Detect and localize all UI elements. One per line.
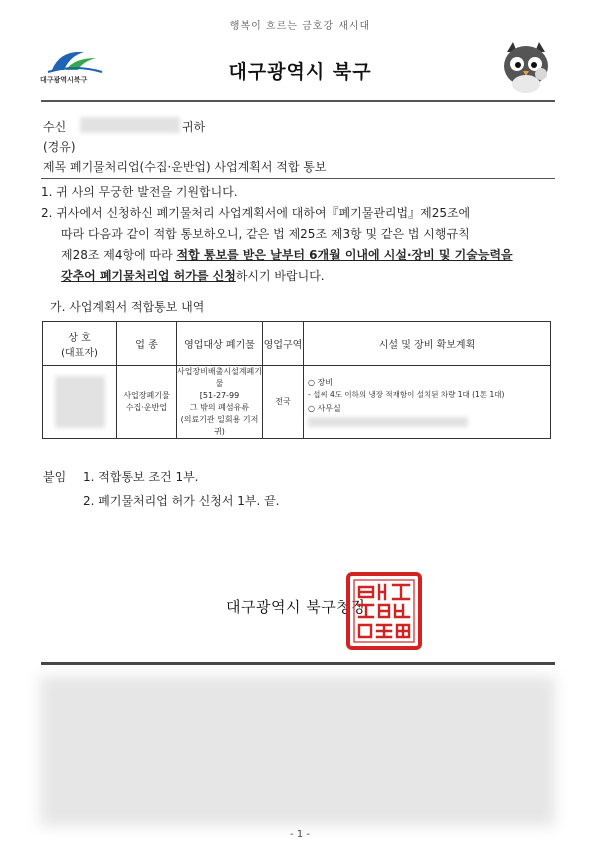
official-seal [345,571,423,651]
office-redacted [308,417,468,427]
page-number: - 1 - [290,829,310,840]
footer-redacted [40,676,555,826]
header-divider [41,100,555,102]
waste-line-3: 그 밖의 폐섬유류 [189,403,250,412]
attachment-label: 붙임 [43,470,67,484]
col-facility-plan: 시설 및 장비 확보계획 [304,322,551,366]
cell-business-name [43,366,117,439]
attachment-item-1: 1. 적합통보 조건 1부. [83,470,199,484]
cell-facility-plan [304,366,551,439]
via-label: (경유) [43,140,76,154]
waste-line-2: [51-27-99 [199,391,240,400]
body-item-2-line-1: 2. 귀사에서 신청하신 폐기물처리 사업계획서에 대하여『폐기물관리법』제25조에 [41,206,471,220]
body-item-2-line-3-emphasis: 적합 통보를 받은 날부터 6개월 이내에 시설·장비 및 기술능력을 [176,248,513,262]
footer-divider [41,662,555,665]
table-row [43,366,551,439]
body-item-2-line-4-plain: 하시기 바랍니다. [235,269,325,283]
cell-business-area: 전국 [263,366,304,439]
recipient-suffix: 귀하 [182,120,206,134]
slogan: 행복이 흐르는 금호강 새시대 [229,21,371,32]
col-business-area: 영업구역 [263,322,304,366]
cell-target-waste [177,366,263,439]
recipient-redacted [80,117,180,133]
table-header-row [43,322,551,366]
col-business-name [43,322,117,366]
equipment-detail: - 섭씨 4도 이하의 냉장 적재함이 설치된 차량 1대 (1톤 1대) [308,390,505,399]
body-item-1: 1. 귀 사의 무궁한 발전을 기원합니다. [41,185,238,199]
col-representative-label: (대표자) [61,347,98,359]
col-target-waste: 영업대상 폐기물 [177,322,263,366]
body-item-2-line-3 [61,245,513,265]
office-heading: ○ 사무실 [308,404,341,413]
waste-line-1: 사업장비배출시설계폐기물 [177,367,263,388]
attachment-item-2: 2. 폐기물처리업 허가 신청서 1부. 끝. [83,494,280,508]
issuer-name: 대구광역시 북구청장 [226,598,367,616]
mascot-icon [495,38,555,98]
seal-icon [345,571,423,651]
recipient-label: 수신 [43,120,67,134]
logo-text: 대구광역시북구 [40,76,88,84]
col-business-type: 업 종 [117,322,177,366]
section-a-heading: 가. 사업계획서 적합통보 내역 [50,300,205,314]
body-item-2-line-2: 따라 다음과 같이 적합 통보하오니, 같은 법 제25조 제3항 및 같은 법 시행규칙 [61,227,470,241]
subject-divider [41,178,555,179]
body-item-2-line-4 [61,266,325,286]
cell-business-type: 사업장폐기물 수집·운반업 [117,366,177,439]
plan-table [42,321,551,439]
body-item-2-line-3-plain: 제28조 제4항에 따라 [61,248,177,262]
subject: 제목 폐기물처리업(수집·운반업) 사업계획서 적합 통보 [43,160,327,174]
equipment-heading: ○ 장비 [308,378,333,387]
org-title: 대구광역시 북구 [228,61,372,83]
waste-line-4: (의료기관 일회용 기저귀) [180,415,259,436]
business-name-redacted [55,376,105,428]
col-business-name-label: 상 호 [68,332,91,344]
body-item-2-line-4-emphasis: 갖추어 폐기물처리업 허가를 신청 [61,269,236,283]
